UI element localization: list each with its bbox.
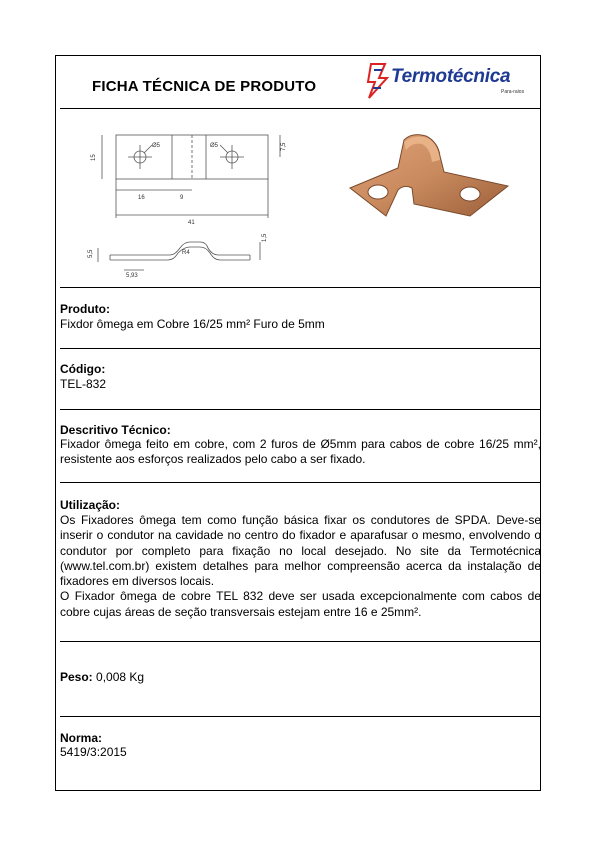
utilizacao-text <box>60 513 541 620</box>
norma-value: 5419/3:2015 <box>60 745 127 759</box>
utilizacao-line: condutor por completo para fixação no local desejado. No site da Termotécnica <box>60 543 541 558</box>
divider <box>60 287 541 288</box>
brand-logo <box>365 62 537 102</box>
dim-radius: R4 <box>182 250 190 256</box>
divider <box>60 482 541 483</box>
descritivo-label: Descritivo Técnico: <box>60 423 171 437</box>
dim-hole-left: Ø5 <box>152 143 161 149</box>
utilizacao-line: O Fixador ômega de cobre TEL 832 deve ser usada excepcionalmente com cabos de <box>60 589 541 604</box>
dim-height: 15 <box>91 154 97 161</box>
utilizacao-line: Os Fixadores ômega tem como função básica fixar os condutores de SPDA. Deve-se <box>60 513 541 527</box>
dim-41: 41 <box>188 220 195 226</box>
brand-subtitle: Para-raios <box>501 89 525 95</box>
peso-label: Peso: <box>60 670 93 684</box>
dim-9: 9 <box>180 195 184 201</box>
dim-thickness: 1,5 <box>262 233 268 242</box>
peso-row <box>60 670 144 684</box>
utilizacao-label: Utilização: <box>60 498 121 512</box>
utilizacao-line: inserir o condutor na cavidade no centro do fixador e aparafusar o mesmo, envolvendo o <box>60 528 541 543</box>
codigo-value: TEL-832 <box>60 377 107 391</box>
divider <box>60 641 541 642</box>
descritivo-text <box>60 437 541 468</box>
utilizacao-line: cobre cujas áreas de seção transversais estejam entre 16 e 25mm². <box>60 604 422 619</box>
technical-drawing <box>80 120 290 280</box>
copper-omega-fixer-photo-icon <box>340 130 520 230</box>
utilizacao-line: fixadores em diversos locais. <box>60 574 215 589</box>
descritivo-line: Fixador ômega feito em cobre, com 2 furos de Ø5mm para cabos de cobre 16/25 mm², <box>60 437 541 451</box>
brand-name: Termotécnica <box>391 66 511 87</box>
dim-16: 16 <box>138 195 145 201</box>
descritivo-line: resistente aos esforços realizados pelo cabo a ser fixado. <box>60 452 366 467</box>
utilizacao-line: (www.tel.com.br) existem detalhes para melhor compreensão acerca da instalação de <box>60 558 541 573</box>
divider <box>60 409 541 410</box>
divider <box>60 348 541 349</box>
norma-label: Norma: <box>60 731 103 745</box>
page-title: FICHA TÉCNICA DE PRODUTO <box>92 78 317 95</box>
dim-bottom: 5,93 <box>126 273 138 279</box>
dim-half-height: 7,5 <box>281 142 287 151</box>
codigo-label: Código: <box>60 362 106 376</box>
dim-hole-right: Ø5 <box>210 143 219 149</box>
divider <box>60 108 541 109</box>
peso-value: 0,008 Kg <box>96 670 145 684</box>
dim-side: 5,5 <box>88 249 94 258</box>
produto-label: Produto: <box>60 302 110 316</box>
divider <box>60 716 541 717</box>
produto-value: Fixdor ômega em Cobre 16/25 mm² Furo de 5mm <box>60 317 325 331</box>
lightning-tel-logo-icon <box>365 62 391 100</box>
